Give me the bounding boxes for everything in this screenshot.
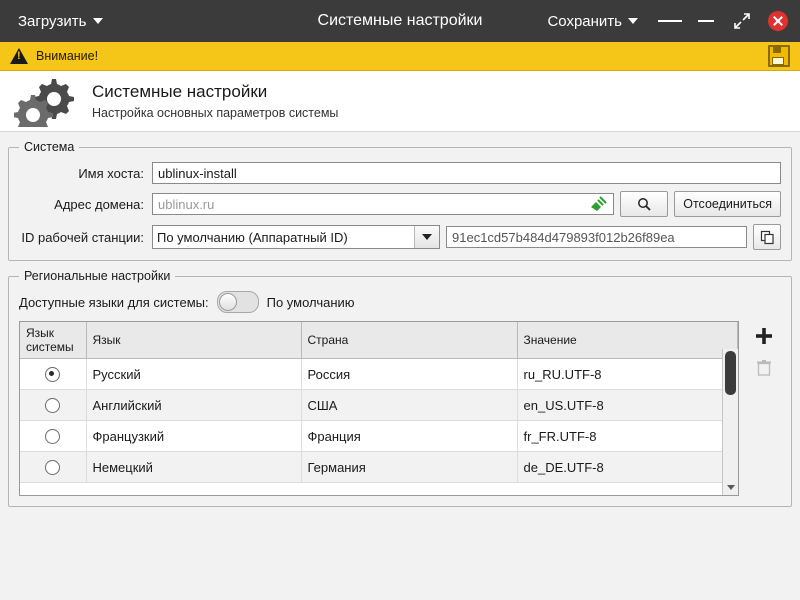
- detach-button-label: Отсоединиться: [683, 197, 772, 211]
- table-header-row: [20, 322, 738, 359]
- row-language: Русский: [86, 359, 301, 390]
- row-language: Французкий: [86, 421, 301, 452]
- radio-icon[interactable]: [45, 367, 60, 382]
- delete-language-button[interactable]: [751, 355, 777, 381]
- page-title: Системные настройки: [92, 82, 268, 101]
- row-radio-cell[interactable]: [20, 359, 86, 390]
- chevron-down-icon: [93, 18, 103, 24]
- table-row[interactable]: [20, 390, 738, 421]
- table-scrollbar[interactable]: [722, 349, 738, 495]
- load-menu-button[interactable]: [10, 9, 111, 34]
- languages-toggle-label: Доступные языки для системы:: [19, 294, 209, 310]
- workstation-id-row: [19, 224, 781, 250]
- row-country: Германия: [301, 452, 517, 483]
- languages-table-box: [19, 321, 739, 496]
- detach-button[interactable]: [674, 191, 781, 217]
- regional-group: [8, 269, 792, 507]
- row-value: de_DE.UTF-8: [517, 452, 738, 483]
- title-bar-controls: [539, 9, 790, 34]
- warning-triangle-icon: [10, 48, 28, 64]
- window-title: Системные настройки: [317, 12, 483, 29]
- page-header: [0, 71, 800, 132]
- floppy-save-icon[interactable]: [768, 45, 790, 67]
- magnifier-icon: [637, 197, 651, 211]
- workstation-id-value[interactable]: [446, 226, 747, 248]
- row-language: Английский: [86, 390, 301, 421]
- scroll-down-icon[interactable]: [723, 480, 738, 495]
- table-row[interactable]: [20, 421, 738, 452]
- close-button[interactable]: [766, 9, 790, 33]
- hamburger-menu-icon[interactable]: [658, 9, 682, 33]
- hostname-input[interactable]: [152, 162, 781, 184]
- column-header-country[interactable]: Страна: [301, 322, 517, 359]
- header-text: [92, 82, 338, 120]
- title-bar: [0, 0, 800, 42]
- close-icon: [768, 11, 788, 31]
- workstation-id-label: ID рабочей станции:: [21, 229, 144, 245]
- table-row[interactable]: [20, 452, 738, 483]
- row-radio-cell[interactable]: [20, 421, 86, 452]
- languages-toggle[interactable]: [217, 291, 259, 313]
- save-menu-label: Сохранить: [547, 12, 622, 30]
- domain-input[interactable]: [152, 193, 614, 215]
- row-radio-cell[interactable]: [20, 452, 86, 483]
- minimize-icon[interactable]: [694, 9, 718, 33]
- row-language: Немецкий: [86, 452, 301, 483]
- system-group: [8, 140, 792, 261]
- hostname-row: [19, 162, 781, 184]
- radio-icon[interactable]: [45, 429, 60, 444]
- warning-bar: [0, 42, 800, 71]
- trash-icon: [755, 359, 773, 377]
- page-subtitle: Настройка основных параметров системы: [92, 106, 339, 120]
- row-country: Россия: [301, 359, 517, 390]
- copy-icon: [760, 230, 775, 245]
- plus-icon: [754, 326, 774, 346]
- save-menu-button[interactable]: [539, 9, 646, 34]
- maximize-icon[interactable]: [730, 9, 754, 33]
- copy-workstation-id-button[interactable]: [753, 224, 781, 250]
- column-header-language[interactable]: Язык: [86, 322, 301, 359]
- radio-icon[interactable]: [45, 398, 60, 413]
- scrollbar-thumb[interactable]: [725, 351, 736, 395]
- regional-group-legend: Региональные настройки: [24, 269, 171, 283]
- domain-row: [19, 191, 781, 217]
- add-language-button[interactable]: [751, 323, 777, 349]
- radio-icon[interactable]: [45, 460, 60, 475]
- languages-table-area: [19, 321, 781, 496]
- row-value: ru_RU.UTF-8: [517, 359, 738, 390]
- workstation-id-select[interactable]: [152, 225, 440, 249]
- main-content: [0, 132, 800, 600]
- languages-toggle-row: [19, 291, 781, 313]
- row-country: США: [301, 390, 517, 421]
- workstation-id-select-wrap: [152, 225, 440, 249]
- row-value: en_US.UTF-8: [517, 390, 738, 421]
- row-radio-cell[interactable]: [20, 390, 86, 421]
- languages-table: [20, 322, 738, 483]
- row-value: fr_FR.UTF-8: [517, 421, 738, 452]
- load-menu-label: Загрузить: [18, 12, 87, 30]
- chevron-down-icon: [628, 18, 638, 24]
- row-country: Франция: [301, 421, 517, 452]
- table-row[interactable]: [20, 359, 738, 390]
- domain-label: Адрес домена:: [54, 196, 144, 212]
- languages-toggle-caption: По умолчанию: [266, 294, 355, 310]
- table-side-buttons: [747, 321, 781, 381]
- system-group-legend: Система: [24, 140, 75, 154]
- gears-icon: [14, 75, 76, 127]
- hostname-label: Имя хоста:: [78, 165, 144, 181]
- column-header-value[interactable]: Значение: [517, 322, 738, 359]
- column-header-system-language[interactable]: Язык системы: [20, 322, 86, 359]
- plug-connected-icon: [586, 193, 610, 215]
- warning-text: Внимание!: [36, 49, 99, 63]
- domain-search-button[interactable]: [620, 191, 668, 217]
